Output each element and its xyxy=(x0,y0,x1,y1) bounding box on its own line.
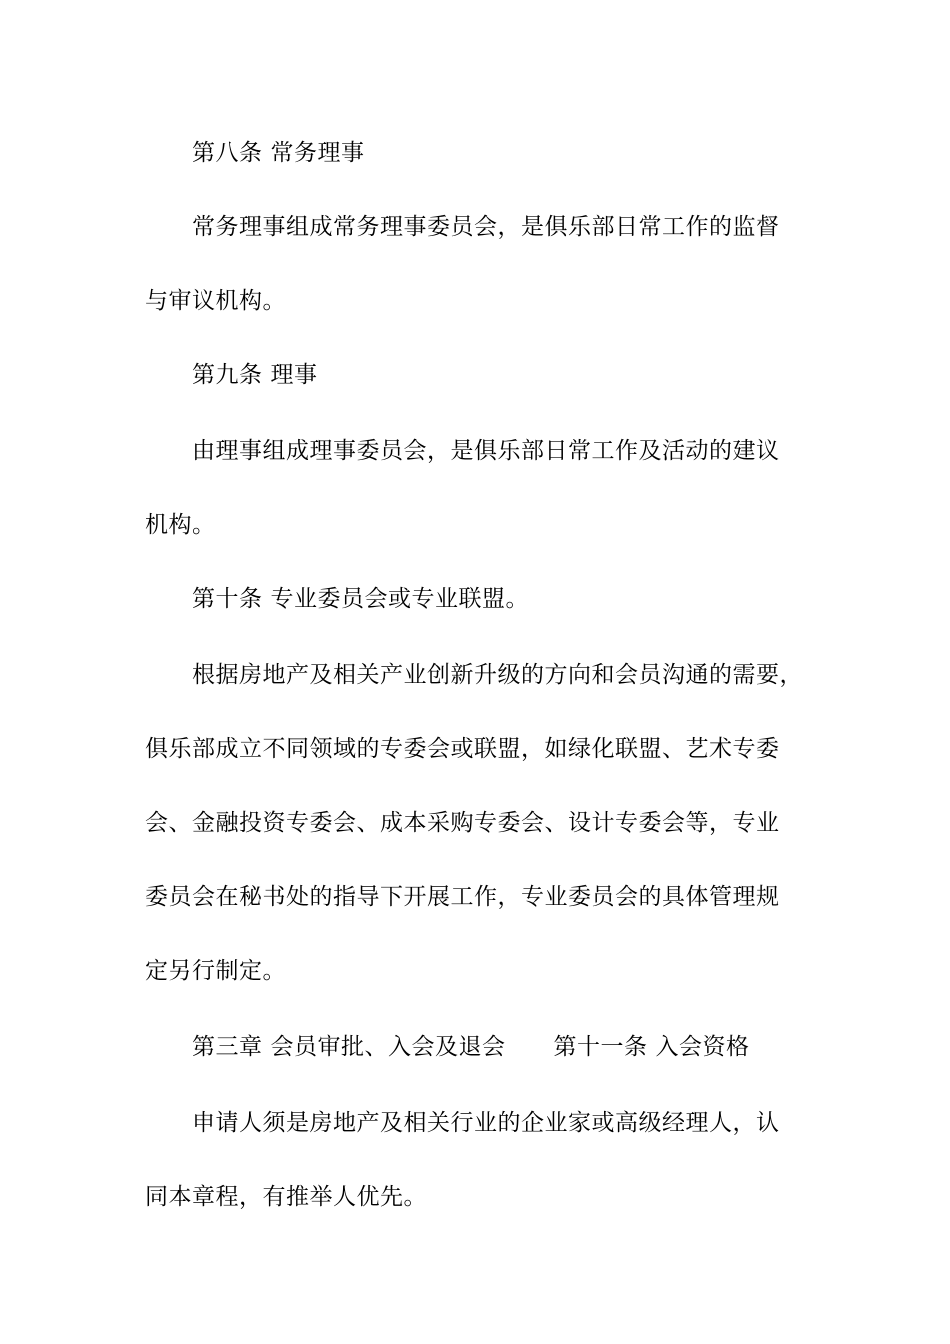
article-11-number: 第十一条 xyxy=(553,1034,648,1060)
article-10-heading xyxy=(192,584,872,614)
article-10-number: 第十条 xyxy=(192,586,263,612)
article-9-body-line-1: 由理事组成理事委员会，是俱乐部日常工作及活动的建议 xyxy=(192,438,780,464)
article-9-heading xyxy=(192,360,872,390)
article-10-body-line-4: 委员会在秘书处的指导下开展工作，专业委员会的具体管理规 xyxy=(145,884,780,910)
article-9-body-line-2: 机构。 xyxy=(145,512,216,538)
article-8-heading xyxy=(192,138,872,168)
article-10-body-line-2: 俱乐部成立不同领域的专委会或联盟，如绿化联盟、艺术专委 xyxy=(145,736,780,762)
article-10-title: 专业委员会或专业联盟。 xyxy=(270,586,529,612)
article-8-body-line-1: 常务理事组成常务理事委员会，是俱乐部日常工作的监督 xyxy=(192,214,780,240)
chapter-3-heading xyxy=(192,1032,872,1062)
article-9-title: 理事 xyxy=(270,362,318,388)
article-9-number: 第九条 xyxy=(192,362,263,388)
article-11-title: 入会资格 xyxy=(655,1034,750,1060)
article-8-number: 第八条 xyxy=(192,140,263,166)
article-10-body-line-3: 会、金融投资专委会、成本采购专委会、设计专委会等，专业 xyxy=(145,810,780,836)
chapter-3-title: 会员审批、入会及退会 xyxy=(270,1034,506,1060)
article-11-body-line-1: 申请人须是房地产及相关行业的企业家或高级经理人，认 xyxy=(192,1110,780,1136)
article-10-body-line-5: 定另行制定。 xyxy=(145,958,286,984)
article-11-body-line-2: 同本章程，有推举人优先。 xyxy=(145,1184,427,1210)
article-10-body-line-1: 根据房地产及相关产业创新升级的方向和会员沟通的需要， xyxy=(192,662,803,688)
article-8-body-line-2: 与审议机构。 xyxy=(145,288,286,314)
article-8-title: 常务理事 xyxy=(270,140,365,166)
chapter-3-number: 第三章 xyxy=(192,1034,263,1060)
